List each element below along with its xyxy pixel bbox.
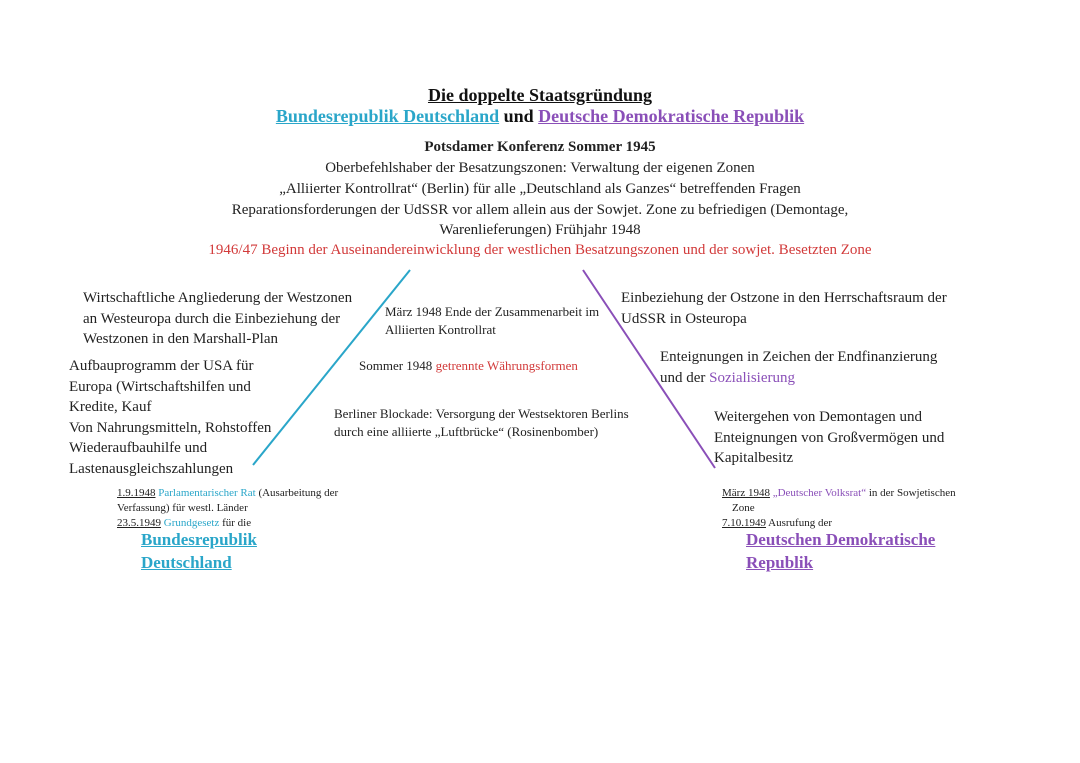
page-title: Die doppelte Staatsgründung xyxy=(427,85,653,105)
center-waehrung-line xyxy=(359,357,578,375)
west-gg-rest: für die xyxy=(219,517,252,529)
east-ostzone-text: Einbeziehung der Ostzone in den Herrschaftsraum der UdSSR in Osteuropa xyxy=(621,290,947,327)
east-ausrufung: Ausrufung der xyxy=(766,517,832,529)
west-date-1: 1.9.1948 xyxy=(117,487,156,499)
ddr-state-label: Deutschen Demokratische Republik xyxy=(746,530,936,572)
east-enteignung-text xyxy=(660,347,937,388)
west-aufbau-text: Aufbauprogramm der USA für Europa (Wirtschaftshilfen und Kredite, Kauf Von Nahrungsmitteln, Rohstoffen Wiederaufbauhilfe und Lastenausgleichszahlungen xyxy=(69,358,272,477)
east-volksrat-line xyxy=(722,486,956,501)
grundgesetz: Grundgesetz xyxy=(163,517,220,529)
west-rat-line-2: Verfassung) für westl. Länder xyxy=(117,502,248,514)
potsdam-line-1: Oberbefehlshaber der Besatzungszonen: Verwaltung der eigenen Zonen xyxy=(325,160,755,176)
ddr-title: Deutsche Demokratische Republik xyxy=(538,106,805,126)
west-marshall-text: Wirtschaftliche Angliederung der Westzonen an Westeuropa durch die Einbeziehung der Westzonen in den Marshall-Plan xyxy=(83,290,353,347)
west-rat-rest: (Ausarbeitung der xyxy=(255,487,339,499)
sozialisierung: Sozialisierung xyxy=(709,369,795,386)
potsdam-line-2: „Alliierter Kontrollrat“ (Berlin) für alle „Deutschland als Ganzes“ betreffenden Fragen xyxy=(279,181,801,197)
east-date-1: März 1948 xyxy=(722,487,770,499)
volksrat: „Deutscher Volksrat“ xyxy=(772,487,867,499)
page-subtitle xyxy=(0,106,1080,127)
east-zone-word: Zone xyxy=(732,502,755,514)
east-volksrat-rest: in der Sowjetischen xyxy=(866,487,956,499)
brd-title: Bundesrepublik Deutschland xyxy=(275,106,500,126)
potsdam-line-3: Reparationsforderungen der UdSSR vor allem allein aus der Sowjet. Zone zu befriedigen (Demontage, xyxy=(231,202,849,218)
west-rat-line xyxy=(117,486,338,501)
brd-state-label: Bundesrepublik Deutschland xyxy=(141,530,257,572)
east-date-2: 7.10.1949 xyxy=(722,517,766,529)
potsdam-line-4: Warenlieferungen) Frühjahr 1948 xyxy=(439,222,641,238)
east-demontage-text: Weitergehen von Demontagen und Enteignungen von Großvermögen und Kapitalbesitz xyxy=(714,409,945,466)
center-waehrung: getrennte Währungsformen xyxy=(435,358,578,373)
east-enteignung-1: Enteignungen in Zeichen der Endfinanzierung xyxy=(660,349,938,365)
potsdam-heading: Potsdamer Konferenz Sommer 1945 xyxy=(424,139,656,155)
und-word: und xyxy=(499,106,539,126)
east-enteignung-2: und der xyxy=(660,369,710,386)
potsdam-line-5: 1946/47 Beginn der Auseinandereinwicklung der westlichen Besatzungszonen und der sowjet. Besetzten Zone xyxy=(208,242,872,258)
center-summer: Sommer 1948 xyxy=(359,358,436,373)
center-kontrollrat-text: März 1948 Ende der Zusammenarbeit im Alliierten Kontrollrat xyxy=(385,304,600,337)
parlamentarischer-rat: Parlamentarischer Rat xyxy=(158,487,256,499)
center-blockade-text: Berliner Blockade: Versorgung der Westsektoren Berlins durch eine alliierte „Luftbrücke“ (Rosinenbomber) xyxy=(334,406,629,439)
west-date-2: 23.5.1949 xyxy=(117,517,161,529)
